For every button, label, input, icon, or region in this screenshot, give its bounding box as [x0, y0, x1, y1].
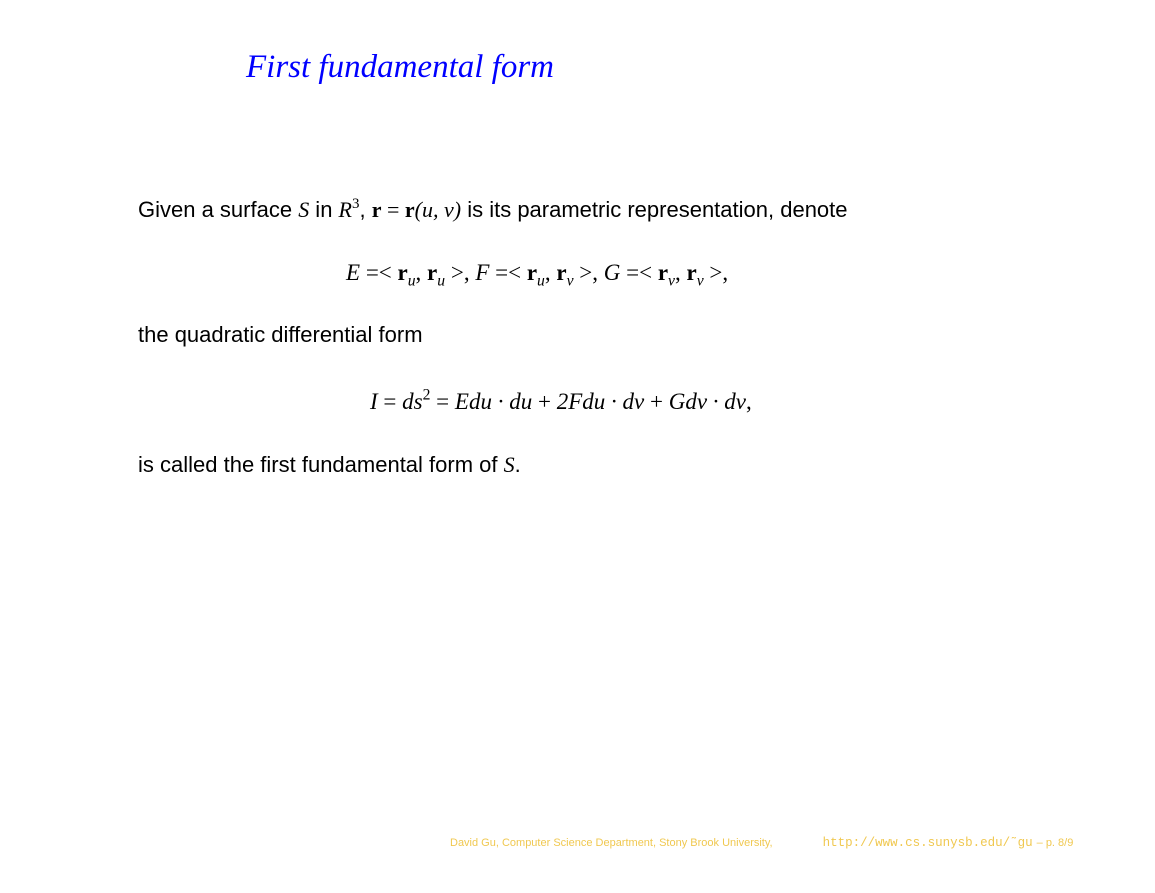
intro-equals: =: [381, 197, 405, 222]
symbol-I: I: [370, 389, 378, 414]
subscript-u: u: [537, 272, 545, 290]
subscript-v: v: [696, 272, 704, 290]
open-angle-2: =<: [489, 260, 527, 285]
footer-url[interactable]: http://www.cs.sunysb.edu/˜gu: [822, 836, 1033, 850]
separator: ,: [415, 260, 428, 285]
symbol-F: F: [475, 260, 490, 285]
equation-first-fundamental-form: [370, 386, 752, 415]
term-gdv-dv: Gdv · dv: [668, 389, 746, 414]
intro-comma: ,: [359, 197, 372, 222]
intro-arguments: (u, v): [414, 197, 462, 222]
subscript-v: v: [668, 272, 675, 290]
symbol-r-vector-function: r: [404, 197, 415, 222]
close-angle-3: >: [703, 260, 723, 285]
equation-efg: [346, 260, 729, 290]
intro-text-c: is its parametric representation, denote: [461, 197, 848, 222]
separator: ,: [674, 260, 687, 285]
r-vector: r: [397, 260, 408, 285]
symbol-S: S: [298, 197, 310, 222]
term-2fdu-dv: 2Fdu · dv: [556, 389, 645, 414]
symbol-G: G: [603, 260, 621, 285]
close-angle-1: >: [445, 260, 464, 285]
plus-1: +: [532, 389, 557, 414]
r-vector: r: [556, 260, 567, 285]
symbol-S: S: [503, 452, 515, 477]
close-angle-2: >: [573, 260, 593, 285]
slide-title: First fundamental form: [246, 49, 555, 85]
r-vector: r: [686, 260, 697, 285]
exponent-3: 3: [352, 196, 360, 213]
subscript-v: v: [566, 272, 574, 290]
footer: [450, 836, 1073, 850]
subscript-u: u: [437, 272, 446, 290]
r-vector: r: [427, 260, 438, 285]
open-angle-3: =<: [620, 260, 658, 285]
ds-term: ds: [402, 389, 423, 414]
symbol-r-vector: r: [371, 197, 382, 222]
term-edu-du: Edu · du: [454, 389, 533, 414]
term-separator: ,: [463, 260, 476, 285]
equals-1: =: [377, 389, 403, 414]
symbol-R: R: [338, 197, 352, 222]
subscript-u: u: [407, 272, 416, 290]
r-vector: r: [657, 260, 669, 285]
footer-author: David Gu, Computer Science Department, Stony Brook University,: [450, 837, 773, 849]
intro-sentence: [138, 197, 848, 223]
exponent-2: 2: [422, 386, 431, 404]
quadratic-form-label: the quadratic differential form: [138, 322, 423, 347]
conclusion-period: .: [514, 452, 521, 477]
conclusion-text: is called the first fundamental form of: [138, 452, 504, 477]
symbol-E: E: [346, 260, 361, 285]
open-angle-1: =<: [360, 260, 398, 285]
intro-text-b: in: [309, 197, 339, 222]
intro-text-a: Given a surface: [138, 197, 299, 222]
plus-2: +: [644, 389, 669, 414]
separator: ,: [544, 260, 557, 285]
term-separator: ,: [592, 260, 604, 285]
equation-end-comma: ,: [722, 260, 729, 285]
r-vector: r: [526, 260, 538, 285]
conclusion-sentence: [138, 452, 521, 478]
equals-2: =: [430, 389, 455, 414]
equation-end-comma: ,: [745, 389, 752, 414]
footer-page-number: – p. 8/9: [1036, 837, 1074, 849]
